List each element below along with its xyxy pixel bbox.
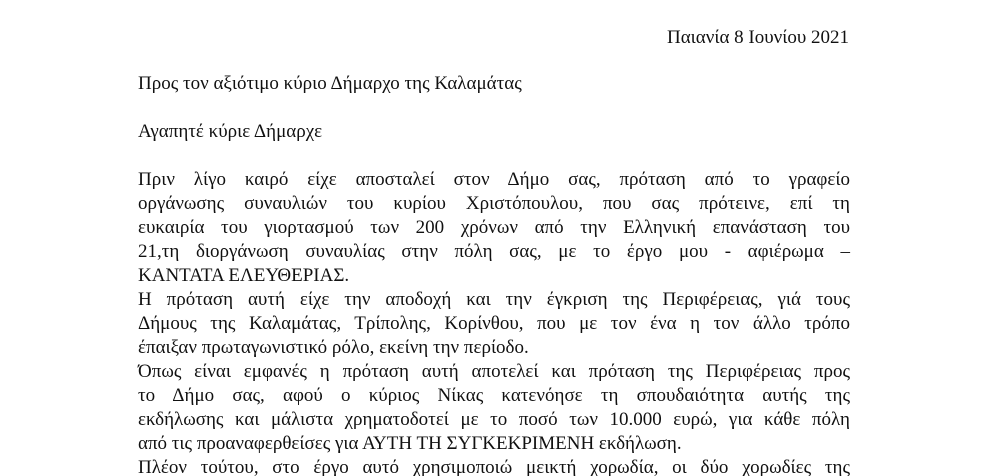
body-line: από τις προαναφερθείσες για ΑΥΤΗ ΤΗ ΣΥΓΚΕΚΡΙΜΕΝΗ εκδήλωση. [138, 433, 682, 454]
body-line: το Δήμο σας, αφού ο κύριος Νίκας κατενόησε τη σπουδαιότητα αυτής της [138, 385, 850, 406]
letter-addressee: Προς τον αξιότιμο κύριο Δήμαρχο της Καλαμάτας [138, 73, 522, 94]
letter-salutation: Αγαπητέ κύριε Δήμαρχε [138, 121, 323, 142]
body-line: Όπως είναι εμφανές η πρόταση αυτή αποτελεί και πρόταση της Περιφέρειας προς [138, 361, 850, 382]
body-line: Η πρόταση αυτή είχε την αποδοχή και την έγκριση της Περιφέρειας, γιά τους [138, 289, 850, 310]
body-line: Δήμους της Καλαμάτας, Τρίπολης, Κορίνθου, που με τον ένα η τον άλλο τρόπο [138, 313, 850, 334]
body-line: οργάνωσης συναυλιών του κυρίου Χριστόπουλου, που σας πρότεινε, επί τη [138, 193, 850, 214]
body-line: 21,τη διοργάνωση συναυλίας στην πόλη σας, με το έργο μου - αφιέρωμα – [138, 241, 850, 262]
letter-date: Παιανία 8 Ιουνίου 2021 [667, 27, 849, 48]
body-line: Πριν λίγο καιρό είχε αποσταλεί στον Δήμο σας, πρόταση από το γραφείο [138, 169, 850, 190]
body-line: εκδήλωσης και μάλιστα χρηματοδοτεί με το ποσό των 10.000 ευρώ, για κάθε πόλη [138, 409, 850, 430]
body-line: ΚΑΝΤΑΤΑ ΕΛΕΥΘΕΡΙΑΣ. [138, 265, 350, 286]
body-line: ευκαιρία του γιορτασμού των 200 χρόνων από την Ελληνική επανάσταση του [138, 217, 850, 238]
body-line: έπαιξαν πρωταγωνιστικό ρόλο, εκείνη την περίοδο. [138, 337, 529, 358]
letter-body [138, 168, 850, 476]
body-line: Πλέον τούτου, στο έργο αυτό χρησιμοποιώ μεικτή χορωδία, οι δύο χορωδίες της [138, 457, 850, 476]
